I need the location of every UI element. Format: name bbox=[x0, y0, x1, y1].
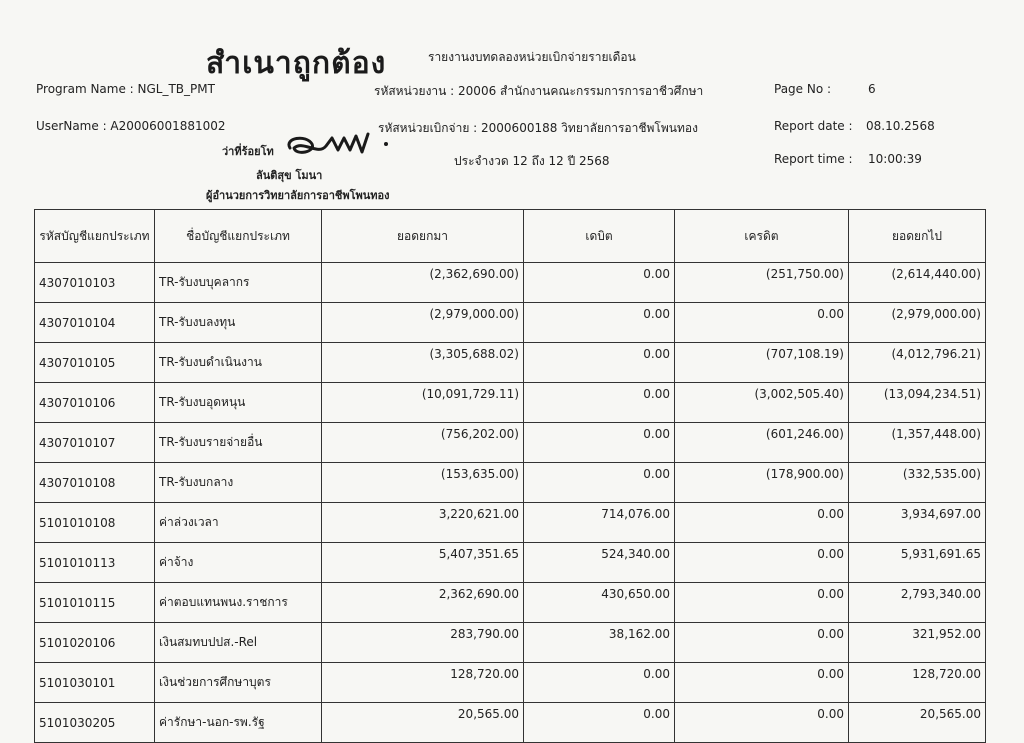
credit-cell: 0.00 bbox=[675, 703, 849, 743]
page-number: 6 bbox=[868, 82, 876, 96]
debit-cell: 0.00 bbox=[524, 263, 675, 303]
brought-forward-cell: 128,720.00 bbox=[322, 663, 524, 703]
account-code-cell: 5101010113 bbox=[35, 543, 155, 583]
page-label: Page No : bbox=[774, 82, 832, 96]
table-row bbox=[35, 423, 986, 463]
table-header-row bbox=[35, 210, 986, 263]
report-period: ประจำงวด 12 ถึง 12 ปี 2568 bbox=[454, 154, 610, 168]
table-row bbox=[35, 303, 986, 343]
debit-cell: 0.00 bbox=[524, 663, 675, 703]
program-name: Program Name : NGL_TB_PMT bbox=[36, 82, 215, 96]
debit-cell: 524,340.00 bbox=[524, 543, 675, 583]
brought-forward-cell: (756,202.00) bbox=[322, 423, 524, 463]
report-date-label: Report date : bbox=[774, 119, 853, 133]
account-name-cell: เงินสมทบปปส.-Rel bbox=[155, 623, 322, 663]
carried-forward-cell: 2,793,340.00 bbox=[849, 583, 986, 623]
carried-forward-cell: (4,012,796.21) bbox=[849, 343, 986, 383]
debit-cell: 0.00 bbox=[524, 303, 675, 343]
table-row bbox=[35, 623, 986, 663]
debit-cell: 0.00 bbox=[524, 383, 675, 423]
account-name-cell: ค่าล่วงเวลา bbox=[155, 503, 322, 543]
account-code-cell: 5101030101 bbox=[35, 663, 155, 703]
signature-scribble bbox=[282, 130, 412, 164]
account-code-cell: 4307010104 bbox=[35, 303, 155, 343]
account-code-cell: 5101010108 bbox=[35, 503, 155, 543]
table-row bbox=[35, 263, 986, 303]
brought-forward-cell: (3,305,688.02) bbox=[322, 343, 524, 383]
brought-forward-cell: (10,091,729.11) bbox=[322, 383, 524, 423]
account-name-cell: ค่าจ้าง bbox=[155, 543, 322, 583]
account-code-cell: 4307010105 bbox=[35, 343, 155, 383]
carried-forward-cell: 321,952.00 bbox=[849, 623, 986, 663]
account-name-cell: TR-รับงบดำเนินงาน bbox=[155, 343, 322, 383]
debit-cell: 0.00 bbox=[524, 703, 675, 743]
account-name-cell: TR-รับงบอุดหนุน bbox=[155, 383, 322, 423]
account-name-cell: ค่ารักษา-นอก-รพ.รัฐ bbox=[155, 703, 322, 743]
carried-forward-cell: 5,931,691.65 bbox=[849, 543, 986, 583]
account-code-cell: 5101030205 bbox=[35, 703, 155, 743]
table-row bbox=[35, 503, 986, 543]
carried-forward-cell: (1,357,448.00) bbox=[849, 423, 986, 463]
carried-forward-cell: (2,979,000.00) bbox=[849, 303, 986, 343]
signer-name: ลันติสุข โมนา bbox=[256, 169, 323, 182]
col-header-credit: เครดิต bbox=[675, 210, 849, 263]
credit-cell: (178,900.00) bbox=[675, 463, 849, 503]
account-code-cell: 5101010115 bbox=[35, 583, 155, 623]
report-date-value: 08.10.2568 bbox=[866, 119, 935, 133]
account-code-cell: 4307010108 bbox=[35, 463, 155, 503]
brought-forward-cell: (2,979,000.00) bbox=[322, 303, 524, 343]
debit-cell: 714,076.00 bbox=[524, 503, 675, 543]
carried-forward-cell: (2,614,440.00) bbox=[849, 263, 986, 303]
debit-cell: 430,650.00 bbox=[524, 583, 675, 623]
debit-cell: 38,162.00 bbox=[524, 623, 675, 663]
debit-cell: 0.00 bbox=[524, 343, 675, 383]
carried-forward-cell: 20,565.00 bbox=[849, 703, 986, 743]
table-row bbox=[35, 463, 986, 503]
brought-forward-cell: (153,635.00) bbox=[322, 463, 524, 503]
unit-code: รหัสหน่วยงาน : 20006 สำนักงานคณะกรรมการการอาชีวศึกษา bbox=[374, 84, 704, 98]
carried-forward-cell: (13,094,234.51) bbox=[849, 383, 986, 423]
credit-cell: 0.00 bbox=[675, 303, 849, 343]
account-name-cell: TR-รับงบบุคลากร bbox=[155, 263, 322, 303]
account-name-cell: TR-รับงบกลาง bbox=[155, 463, 322, 503]
col-header-brought-forward: ยอดยกมา bbox=[322, 210, 524, 263]
credit-cell: 0.00 bbox=[675, 543, 849, 583]
carried-forward-cell: 128,720.00 bbox=[849, 663, 986, 703]
table-row bbox=[35, 703, 986, 743]
account-name-cell: ค่าตอบแทนพนง.ราชการ bbox=[155, 583, 322, 623]
credit-cell: 0.00 bbox=[675, 623, 849, 663]
account-code-cell: 4307010106 bbox=[35, 383, 155, 423]
account-name-cell: เงินช่วยการศึกษาบุตร bbox=[155, 663, 322, 703]
col-header-code: รหัสบัญชีแยกประเภท bbox=[35, 210, 155, 263]
table-row bbox=[35, 663, 986, 703]
account-name-cell: TR-รับงบรายจ่ายอื่น bbox=[155, 423, 322, 463]
credit-cell: 0.00 bbox=[675, 583, 849, 623]
brought-forward-cell: 20,565.00 bbox=[322, 703, 524, 743]
col-header-debit: เดบิต bbox=[524, 210, 675, 263]
report-title: รายงานงบทดลองหน่วยเบิกจ่ายรายเดือน bbox=[428, 50, 636, 64]
signer-position: ผู้อำนวยการวิทยาลัยการอาชีพโพนทอง bbox=[206, 189, 390, 202]
brought-forward-cell: (2,362,690.00) bbox=[322, 263, 524, 303]
carried-forward-cell: (332,535.00) bbox=[849, 463, 986, 503]
debit-cell: 0.00 bbox=[524, 423, 675, 463]
debit-cell: 0.00 bbox=[524, 463, 675, 503]
credit-cell: 0.00 bbox=[675, 503, 849, 543]
col-header-name: ชื่อบัญชีแยกประเภท bbox=[155, 210, 322, 263]
carried-forward-cell: 3,934,697.00 bbox=[849, 503, 986, 543]
certified-copy-stamp: สำเนาถูกต้อง bbox=[206, 46, 387, 81]
signer-rank: ว่าที่ร้อยโท bbox=[222, 145, 274, 158]
account-code-cell: 4307010107 bbox=[35, 423, 155, 463]
credit-cell: (251,750.00) bbox=[675, 263, 849, 303]
report-time-value: 10:00:39 bbox=[868, 152, 922, 166]
trial-balance-table bbox=[34, 209, 986, 743]
credit-cell: 0.00 bbox=[675, 663, 849, 703]
credit-cell: (601,246.00) bbox=[675, 423, 849, 463]
account-name-cell: TR-รับงบลงทุน bbox=[155, 303, 322, 343]
col-header-carried-forward: ยอดยกไป bbox=[849, 210, 986, 263]
table-row bbox=[35, 583, 986, 623]
account-code-cell: 4307010103 bbox=[35, 263, 155, 303]
brought-forward-cell: 3,220,621.00 bbox=[322, 503, 524, 543]
brought-forward-cell: 5,407,351.65 bbox=[322, 543, 524, 583]
disbursing-unit: รหัสหน่วยเบิกจ่าย : 2000600188 วิทยาลัยการอาชีพโพนทอง bbox=[378, 121, 698, 135]
report-time-label: Report time : bbox=[774, 152, 853, 166]
username: UserName : A20006001881002 bbox=[36, 119, 226, 133]
account-code-cell: 5101020106 bbox=[35, 623, 155, 663]
table-row bbox=[35, 343, 986, 383]
table-row bbox=[35, 383, 986, 423]
table-row bbox=[35, 543, 986, 583]
credit-cell: (707,108.19) bbox=[675, 343, 849, 383]
brought-forward-cell: 283,790.00 bbox=[322, 623, 524, 663]
credit-cell: (3,002,505.40) bbox=[675, 383, 849, 423]
brought-forward-cell: 2,362,690.00 bbox=[322, 583, 524, 623]
